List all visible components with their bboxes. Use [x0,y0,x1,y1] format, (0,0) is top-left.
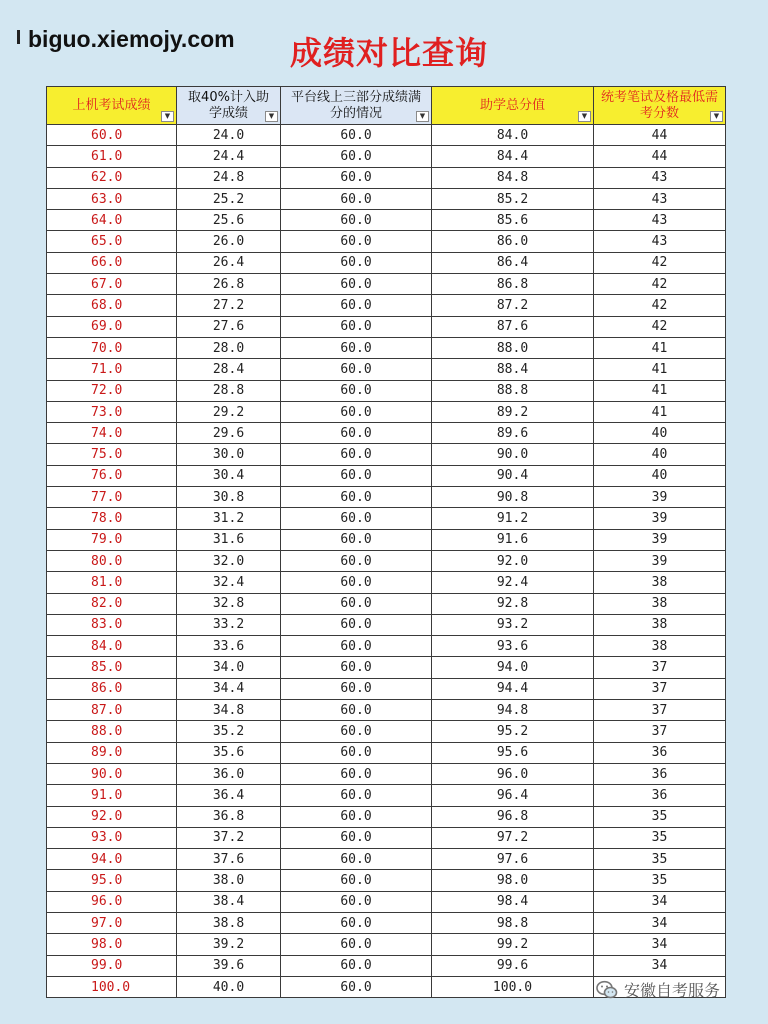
table-cell: 75.0 [47,444,177,465]
table-cell: 60.0 [281,188,432,209]
table-cell: 24.0 [177,125,281,146]
table-cell: 28.0 [177,337,281,358]
table-cell: 41 [594,359,726,380]
table-row [47,572,726,593]
table-cell: 76.0 [47,465,177,486]
table-cell: 25.6 [177,210,281,231]
table-cell: 40 [594,423,726,444]
table-cell: 90.0 [47,763,177,784]
table-cell: 42 [594,295,726,316]
table-row [47,550,726,571]
table-cell: 60.0 [281,252,432,273]
table-cell: 78.0 [47,508,177,529]
table-cell: 90.8 [432,487,594,508]
table-row [47,912,726,933]
table-cell: 37.2 [177,827,281,848]
table-cell: 60.0 [281,657,432,678]
table-cell: 30.4 [177,465,281,486]
column-header[interactable] [281,87,432,125]
table-cell: 26.8 [177,274,281,295]
table-cell: 43 [594,231,726,252]
table-cell: 41 [594,337,726,358]
table-cell: 94.8 [432,700,594,721]
table-cell: 92.8 [432,593,594,614]
table-cell: 100.0 [432,976,594,997]
table-cell: 93.0 [47,827,177,848]
table-row [47,742,726,763]
table-cell: 60.0 [281,337,432,358]
table-cell: 41 [594,380,726,401]
column-header[interactable] [177,87,281,125]
table-cell: 86.0 [47,678,177,699]
table-cell: 94.0 [47,849,177,870]
table-cell: 60.0 [281,785,432,806]
site-url: biguo.xiemojy.com [28,26,235,52]
table-row [47,849,726,870]
table-cell: 60.0 [281,870,432,891]
table-cell: 84.8 [432,167,594,188]
table-cell: 74.0 [47,423,177,444]
table-cell: 97.6 [432,849,594,870]
table-cell: 41 [594,401,726,422]
table-cell: 64.0 [47,210,177,231]
table-row [47,529,726,550]
table-row [47,870,726,891]
table-cell: 60.0 [281,700,432,721]
table-cell: 98.0 [47,934,177,955]
table-cell: 91.0 [47,785,177,806]
table-cell: 96.8 [432,806,594,827]
table-cell: 85.0 [47,657,177,678]
table-cell: 60.0 [281,295,432,316]
table-cell: 60.0 [281,955,432,976]
table-cell: 84.0 [432,125,594,146]
table-cell: 86.4 [432,252,594,273]
table-cell: 90.4 [432,465,594,486]
table-cell: 90.0 [432,444,594,465]
table-cell: 73.0 [47,401,177,422]
table-cell: 44 [594,146,726,167]
filter-dropdown-icon[interactable]: ▼ [161,111,174,122]
table-cell: 68.0 [47,295,177,316]
table-cell: 26.4 [177,252,281,273]
table-cell: 60.0 [281,742,432,763]
table-row [47,274,726,295]
table-cell: 28.8 [177,380,281,401]
table-cell: 38.4 [177,891,281,912]
filter-dropdown-icon[interactable]: ▼ [578,111,591,122]
table-cell: 28.4 [177,359,281,380]
table-cell: 88.0 [432,337,594,358]
table-cell: 60.0 [281,763,432,784]
table-cell: 60.0 [281,210,432,231]
table-cell: 60.0 [281,891,432,912]
table-cell: 93.2 [432,614,594,635]
table-cell: 36 [594,742,726,763]
table-cell: 85.6 [432,210,594,231]
table-cell: 61.0 [47,146,177,167]
table-cell: 60.0 [281,529,432,550]
table-row [47,785,726,806]
table-cell: 36.0 [177,763,281,784]
table-cell: 40 [594,444,726,465]
table-cell: 36 [594,785,726,806]
table-cell: 34 [594,891,726,912]
table-cell: 72.0 [47,380,177,401]
column-header-label: 上机考试成绩 [72,97,151,113]
table-cell: 60.0 [281,487,432,508]
table-cell: 60.0 [281,912,432,933]
table-row [47,955,726,976]
table-row [47,891,726,912]
table-row [47,188,726,209]
table-cell: 99.2 [432,934,594,955]
table-cell: 35 [594,806,726,827]
table-cell: 99.6 [432,955,594,976]
table-body [47,125,726,998]
table-cell: 42 [594,274,726,295]
table-row [47,636,726,657]
table-row [47,678,726,699]
table-cell: 34.4 [177,678,281,699]
table-cell: 92.4 [432,572,594,593]
column-header-label: 助学总分值 [479,97,545,113]
table-cell: 27.6 [177,316,281,337]
table-cell: 60.0 [281,827,432,848]
table-row [47,316,726,337]
table-cell: 60.0 [281,614,432,635]
table-cell: 31.6 [177,529,281,550]
table-row [47,827,726,848]
table-cell: 60.0 [281,636,432,657]
table-cell: 65.0 [47,231,177,252]
table-cell: 37 [594,678,726,699]
table-cell: 81.0 [47,572,177,593]
table-row [47,146,726,167]
table-cell: 33.2 [177,614,281,635]
table-cell: 34.8 [177,700,281,721]
table-cell: 60.0 [281,146,432,167]
table-cell: 42 [594,252,726,273]
table-cell: 60.0 [281,550,432,571]
table-cell: 27.2 [177,295,281,316]
table-cell: 26.0 [177,231,281,252]
table-cell: 89.0 [47,742,177,763]
table-cell: 35.2 [177,721,281,742]
table-cell: 95.2 [432,721,594,742]
table-cell: 43 [594,210,726,231]
table-cell: 60.0 [281,231,432,252]
table-cell: 96.0 [47,891,177,912]
table-cell: 38 [594,572,726,593]
table-cell: 37 [594,657,726,678]
page-title: 成绩对比查询 [290,34,489,72]
table-cell: 33.6 [177,636,281,657]
column-header-label: 平台线上三部分成绩满分的情况 [290,89,421,121]
table-row [47,721,726,742]
filter-dropdown-icon[interactable]: ▼ [416,111,429,122]
table-cell: 37.6 [177,849,281,870]
table-cell: 35.6 [177,742,281,763]
table-cell: 60.0 [281,316,432,337]
table-cell: 38.0 [177,870,281,891]
table-cell: 69.0 [47,316,177,337]
table-row [47,337,726,358]
table-cell: 29.6 [177,423,281,444]
table-cell: 34.0 [177,657,281,678]
table-cell: 86.0 [432,231,594,252]
table-cell: 60.0 [281,508,432,529]
table-cell: 60.0 [281,167,432,188]
table-row [47,423,726,444]
table-row [47,401,726,422]
table-cell: 87.0 [47,700,177,721]
table-cell: 60.0 [47,125,177,146]
table-cell: 60.0 [281,678,432,699]
table-cell: 32.8 [177,593,281,614]
column-header[interactable] [432,87,594,125]
table-cell: 91.2 [432,508,594,529]
table-cell: 39 [594,529,726,550]
table-cell: 60.0 [281,572,432,593]
table-cell: 60.0 [281,423,432,444]
table-cell: 63.0 [47,188,177,209]
table-cell: 94.4 [432,678,594,699]
table-cell: 42 [594,316,726,337]
table-cell: 38 [594,636,726,657]
table-cell: 24.4 [177,146,281,167]
column-header[interactable] [594,87,726,125]
column-header-label: 取40%计入助学成绩 [188,89,269,121]
score-table [46,86,726,998]
table-cell: 99.0 [47,955,177,976]
table-cell: 39.2 [177,934,281,955]
table-cell: 82.0 [47,593,177,614]
table-cell: 86.8 [432,274,594,295]
table-cell: 34 [594,912,726,933]
score-table-sheet [46,86,725,998]
wechat-icon [596,980,618,1000]
table-cell: 66.0 [47,252,177,273]
table-cell: 38 [594,614,726,635]
table-cell: 92.0 [47,806,177,827]
table-cell: 34 [594,955,726,976]
table-cell: 60.0 [281,274,432,295]
table-row [47,934,726,955]
table-cell: 34 [594,934,726,955]
table-cell: 30.0 [177,444,281,465]
table-cell: 44 [594,125,726,146]
table-cell: 38.8 [177,912,281,933]
table-cell: 88.0 [47,721,177,742]
watermark [596,978,720,1001]
filter-dropdown-icon[interactable]: ▼ [710,111,723,122]
table-cell: 87.6 [432,316,594,337]
table-cell: 71.0 [47,359,177,380]
table-header-row [47,87,726,125]
table-row [47,252,726,273]
table-cell: 80.0 [47,550,177,571]
table-cell: 38 [594,593,726,614]
table-cell: 37 [594,721,726,742]
table-cell: 36 [594,763,726,784]
table-row [47,508,726,529]
table-cell: 40.0 [177,976,281,997]
column-header[interactable] [47,87,177,125]
table-row [47,700,726,721]
table-cell: 39 [594,508,726,529]
table-cell: 98.4 [432,891,594,912]
table-cell: 36.4 [177,785,281,806]
table-row [47,487,726,508]
table-row [47,614,726,635]
table-cell: 89.6 [432,423,594,444]
table-row [47,125,726,146]
table-cell: 94.0 [432,657,594,678]
table-cell: 32.0 [177,550,281,571]
table-cell: 87.2 [432,295,594,316]
table-cell: 85.2 [432,188,594,209]
table-cell: 60.0 [281,125,432,146]
table-cell: 84.4 [432,146,594,167]
table-cell: 95.6 [432,742,594,763]
table-cell: 84.0 [47,636,177,657]
table-cell: 60.0 [281,401,432,422]
table-cell: 60.0 [281,593,432,614]
table-row [47,444,726,465]
table-cell: 60.0 [281,976,432,997]
table-cell: 60.0 [281,849,432,870]
table-cell: 88.4 [432,359,594,380]
table-row [47,359,726,380]
table-cell: 98.0 [432,870,594,891]
table-cell: 40 [594,465,726,486]
filter-dropdown-icon[interactable]: ▼ [265,111,278,122]
table-row [47,210,726,231]
table-cell: 77.0 [47,487,177,508]
table-cell: 98.8 [432,912,594,933]
table-cell: 39 [594,550,726,571]
table-cell: 31.2 [177,508,281,529]
table-cell: 43 [594,167,726,188]
table-cell: 37 [594,700,726,721]
table-cell: 39.6 [177,955,281,976]
table-cell: 79.0 [47,529,177,550]
table-cell: 96.4 [432,785,594,806]
table-cell: 60.0 [281,806,432,827]
table-cell: 24.8 [177,167,281,188]
table-row [47,593,726,614]
table-row [47,763,726,784]
table-cell: 100.0 [47,976,177,997]
table-cell: 91.6 [432,529,594,550]
table-row [47,657,726,678]
table-cell: 60.0 [281,721,432,742]
table-cell: 30.8 [177,487,281,508]
table-cell: 96.0 [432,763,594,784]
table-cell: 97.2 [432,827,594,848]
table-cell: 39 [594,487,726,508]
table-cell: 97.0 [47,912,177,933]
table-cell: 36.8 [177,806,281,827]
table-cell: 92.0 [432,550,594,571]
table-cell: 32.4 [177,572,281,593]
table-cell: 70.0 [47,337,177,358]
table-cell: 60.0 [281,465,432,486]
table-row [47,167,726,188]
table-cell: 60.0 [281,380,432,401]
table-cell: 89.2 [432,401,594,422]
table-row [47,380,726,401]
table-cell: 35 [594,827,726,848]
table-cell: 62.0 [47,167,177,188]
table-cell: 88.8 [432,380,594,401]
table-row [47,806,726,827]
table-row [47,231,726,252]
table-cell: 83.0 [47,614,177,635]
table-cell: 67.0 [47,274,177,295]
table-row [47,465,726,486]
table-cell: 95.0 [47,870,177,891]
column-header-label: 统考笔试及格最低需考分数 [600,89,718,121]
table-cell: 29.2 [177,401,281,422]
table-cell: 43 [594,188,726,209]
table-cell: 35 [594,849,726,870]
table-row [47,295,726,316]
watermark-text: 安徽自考服务 [624,981,721,1000]
table-cell: 35 [594,870,726,891]
table-cell: 60.0 [281,359,432,380]
table-cell: 25.2 [177,188,281,209]
table-cell: 93.6 [432,636,594,657]
table-cell: 60.0 [281,444,432,465]
table-cell: 60.0 [281,934,432,955]
edge-mark [17,30,20,44]
